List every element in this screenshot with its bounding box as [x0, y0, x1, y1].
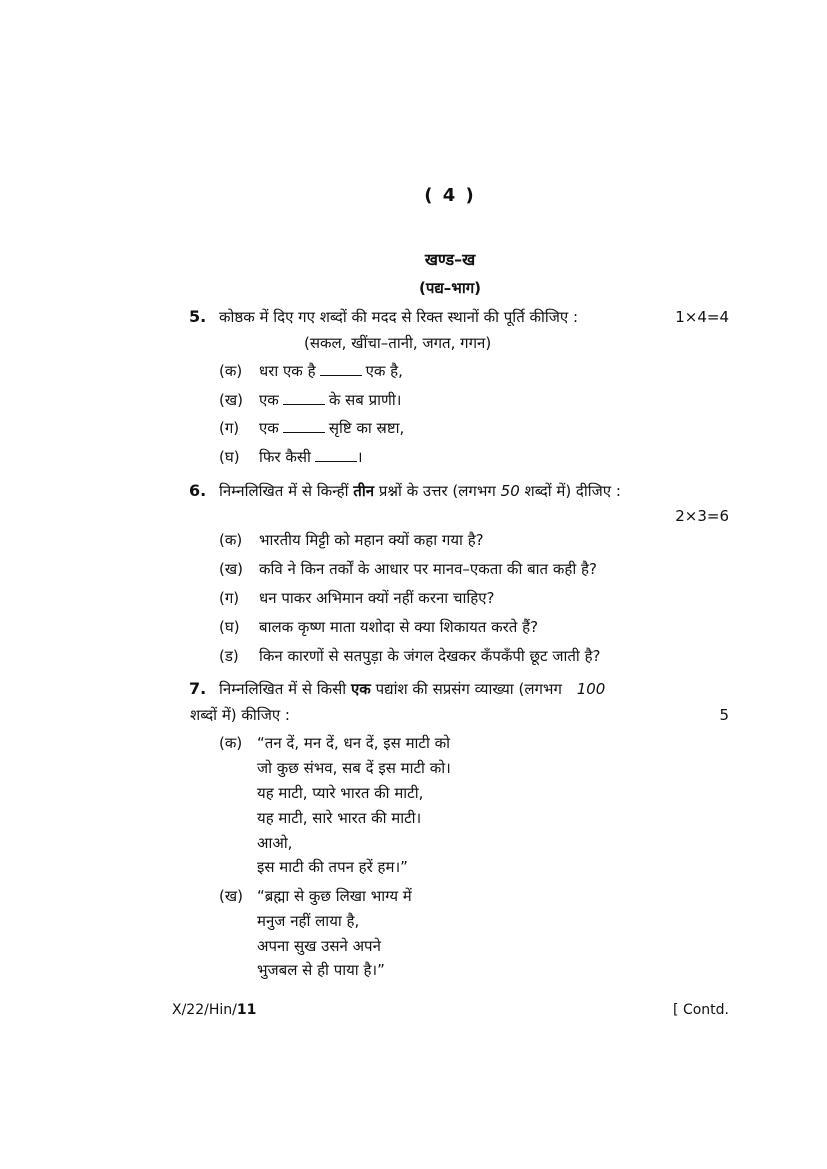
- verse-line: जो कुछ संभव, सब दें इस माटी को।: [257, 759, 451, 777]
- page-number: ( 4 ): [424, 185, 476, 206]
- item-text-before: एक: [259, 391, 279, 409]
- item-label: (ड): [219, 647, 239, 665]
- item-label: (ख): [219, 391, 243, 409]
- question-6-number: 6.: [189, 481, 207, 500]
- item-label: (क): [219, 531, 243, 549]
- question-7-text-part: निम्नलिखित में से किसी: [219, 680, 347, 698]
- question-5-text: कोष्ठक में दिए गए शब्दों की मदद से रिक्त स्थानों की पूर्ति कीजिए :: [219, 308, 579, 326]
- verse-line: “ब्रह्मा से कुछ लिखा भाग्य में: [257, 887, 412, 905]
- item-text: धन पाकर अभिमान क्यों नहीं करना चाहिए?: [259, 589, 495, 607]
- item-label: (क): [219, 362, 243, 380]
- item-text-before: फिर कैसी: [259, 448, 311, 466]
- item-text: किन कारणों से सतपुड़ा के जंगल देखकर कँपकँपी छूट जाती है?: [259, 647, 601, 665]
- question-5-marks: 1×4=4: [675, 308, 729, 326]
- verse-line: यह माटी, प्यारे भारत की माटी,: [257, 784, 424, 802]
- question-7-marks: 5: [719, 706, 729, 724]
- item-text-after: एक है,: [365, 362, 403, 380]
- verse-line: अपना सुख उसने अपने: [257, 937, 381, 955]
- item-label: (घ): [219, 448, 240, 466]
- question-7-text-line2: शब्दों में) कीजिए :: [190, 706, 290, 724]
- contd-label: [ Contd.: [673, 1002, 729, 1018]
- question-6-item: [219, 646, 601, 666]
- item-label: (ग): [219, 589, 240, 607]
- question-7-text-part: पद्यांश की सप्रसंग व्याख्या (लगभग: [375, 680, 562, 698]
- question-5-item: [219, 418, 404, 438]
- verse-line: यह माटी, सारे भारत की माटी।: [257, 809, 422, 827]
- question-5-number: 5.: [189, 307, 207, 326]
- fill-blank: [283, 418, 325, 433]
- question-6-text-part: प्रश्नों के उत्तर (लगभग: [378, 482, 496, 500]
- item-text-after: के सब प्राणी।: [328, 391, 402, 409]
- question-7-number: 7.: [189, 679, 207, 698]
- paper-code-prefix: X/22/Hin/: [172, 1002, 237, 1018]
- question-6-marks: 2×3=6: [675, 507, 729, 525]
- fill-blank: [283, 390, 325, 405]
- question-6-item: [219, 530, 484, 550]
- question-6-item: [219, 588, 494, 608]
- passage-label: (क): [219, 734, 243, 752]
- item-label: (ख): [219, 560, 243, 578]
- question-7-text-bold: एक: [350, 680, 371, 698]
- verse-line: “तन दें, मन दें, धन दें, इस माटी को: [257, 734, 451, 752]
- question-5-item: [219, 361, 403, 381]
- item-text: बालक कृष्ण माता यशोदा से क्या शिकायत करते हैं?: [259, 618, 539, 636]
- verse-line: भुजबल से ही पाया है।”: [257, 961, 385, 979]
- fill-blank: [320, 361, 362, 376]
- section-title: खण्ड–ख: [424, 250, 476, 269]
- item-text: भारतीय मिट्टी को महान क्यों कहा गया है?: [259, 531, 484, 549]
- question-6-text-part: निम्नलिखित में से किन्हीं: [219, 482, 349, 500]
- section-subtitle: (पद्य–भाग): [418, 279, 482, 297]
- verse-line: आओ,: [257, 834, 293, 852]
- item-text-after: ।: [356, 448, 363, 466]
- question-5-item: [219, 447, 363, 467]
- question-6-text-part: शब्दों में) दीजिए :: [524, 482, 621, 500]
- item-label: (घ): [219, 618, 240, 636]
- item-text: कवि ने किन तर्कों के आधार पर मानव–एकता की बात कही है?: [259, 560, 597, 578]
- fill-blank: [315, 447, 357, 462]
- paper-code: [172, 1000, 256, 1020]
- question-7-text: [219, 679, 605, 699]
- question-6-word-count: 50: [500, 482, 520, 500]
- question-6-text-bold: तीन: [353, 482, 375, 500]
- question-7-word-count: 100: [576, 680, 606, 698]
- question-5-options: (सकल, खींचा–तानी, जगत, गगन): [304, 334, 492, 352]
- paper-code-number: 11: [236, 1002, 257, 1018]
- item-label: (ग): [219, 419, 240, 437]
- question-5-item: [219, 390, 401, 410]
- item-text-after: सृष्टि का स्रष्टा,: [328, 419, 405, 437]
- question-6-item: [219, 617, 538, 637]
- item-text-before: धरा एक है: [259, 362, 316, 380]
- question-6-text: [219, 481, 621, 501]
- verse-line: मनुज नहीं लाया है,: [257, 912, 360, 930]
- question-6-item: [219, 559, 597, 579]
- item-text-before: एक: [259, 419, 279, 437]
- passage-label: (ख): [219, 887, 243, 905]
- verse-line: इस माटी की तपन हरें हम।”: [257, 858, 408, 876]
